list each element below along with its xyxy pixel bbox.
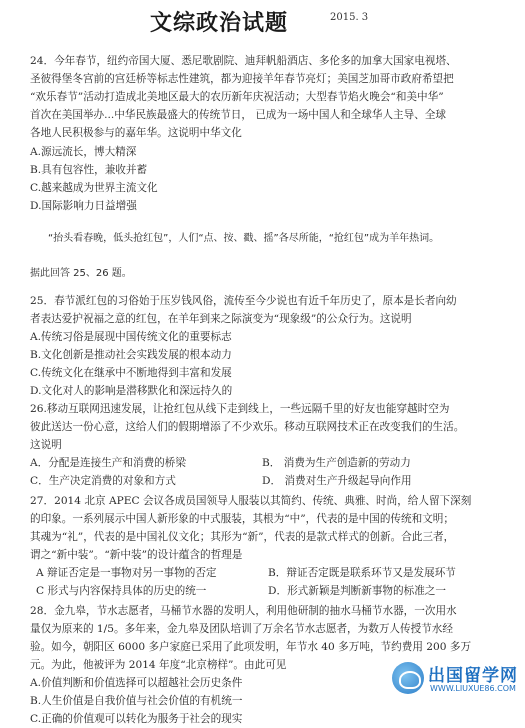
- q24-option-c: C.越来越成为世界主流文化: [30, 182, 158, 194]
- q26-option-d: D． 消费对生产升级起导向作用: [262, 475, 412, 487]
- q27-option-d: D．形式新颖是判断新事物的标准之一: [268, 585, 446, 597]
- q27-line: 的印象。一系列展示中国人新形象的中式服装，其根为“中”，代表的是中国的传统和文明；: [30, 513, 454, 525]
- intro-instruction: 据此回答 25、26 题。: [30, 268, 132, 279]
- q26-line: 彼此送达一份心意，这给人们的假期增添了不少欢乐。移动互联网技术正在改变我们的生活。: [30, 421, 465, 433]
- q26-line: 这说明: [30, 439, 62, 451]
- q28-option-a: A.价值判断和价值选择可以超越社会历史条件: [30, 677, 243, 689]
- q26-option-c: C．生产决定消费的对象和方式: [30, 475, 176, 487]
- q27-line: 27．2014 北京 APEC 会议各成员国领导人服装以其简约、传统、典雅、时尚，给人留下深刻: [30, 495, 472, 507]
- q25-option-a: A.传统习俗是展现中国传统文化的重要标志: [30, 331, 232, 343]
- q27-option-a: A 辩证否定是一事物对另一事物的否定: [36, 567, 217, 579]
- q28-option-b: B.人生价值是自我价值与社会价值的有机统一: [30, 695, 243, 707]
- exam-date: 2015. 3: [330, 12, 369, 23]
- globe-logo-icon: [392, 662, 424, 694]
- q27-option-c: C 形式与内容保持具体的历史的统一: [36, 585, 207, 597]
- q27-option-b: B．辩证否定既是联系环节又是发展环节: [268, 567, 456, 579]
- q26-option-b: B． 消费为生产创造新的劳动力: [262, 457, 411, 469]
- q28-line: 元。为此，他被评为 2014 年度“北京榜样”。由此可见: [30, 659, 287, 671]
- site-watermark: [392, 660, 520, 696]
- q24-line: “欢乐春节”活动打造成北美地区最大的农历新年庆祝活动；大型春节焰火晚会“和美中华”: [30, 91, 444, 103]
- q24-line: 24．今年春节，纽约帝国大厦、悉尼歌剧院、迪拜帆船酒店、多伦多的加拿大国家电视塔、: [30, 55, 457, 67]
- q24-line: 圣彼得堡冬宫前的宫廷桥等标志性建筑，都为迎接羊年春节亮灯；美国芝加哥市政府希望把: [30, 73, 454, 85]
- q24-line: 首次在美国举办...中华民族最盛大的传统节日， 已成为一场中国人和全球华人主导、全球: [30, 109, 447, 121]
- page-title: 文综政治试题: [150, 10, 289, 36]
- q26-option-a: A．分配是连接生产和消费的桥梁: [30, 457, 186, 469]
- watermark-url: WWW.LIUXUE86.COM: [430, 684, 516, 693]
- q25-option-d: D.文化对人的影响是潜移默化和深远持久的: [30, 385, 233, 397]
- q26-line: 26.移动互联网迅速发展，让抢红包从线下走到线上，一些远隔千里的好友也能穿越时空为: [30, 403, 450, 415]
- q28-line: 验。如今，朝阳区 6000 多户家庭已采用了此项发明，年节水 40 多万吨，节约费用 200 多万: [30, 641, 472, 653]
- q27-line: 其魂为“礼”，代表的是中国礼仪文化；其形为“新”，代表的是款式样式的创新。合此三者，: [30, 531, 455, 543]
- q25-line: 25．春节派红包的习俗始于压岁钱风俗，流传至今少说也有近千年历史了，原本是长者向幼: [30, 295, 457, 307]
- q24-line: 各地人民积极参与的嘉年华。这说明中华文化: [30, 127, 242, 139]
- q24-option-a: A.源远流长，博大精深: [30, 146, 137, 158]
- q24-option-d: D.国际影响力日益增强: [30, 200, 137, 212]
- intro-quote: “抬头看春晚，低头抢红包”，人们“点、按、戳、摇”各尽所能，“抢红包”成为羊年热词。: [48, 233, 440, 244]
- q28-option-c: C.正确的价值观可以转化为服务于社会的现实: [30, 713, 243, 725]
- q25-line: 者表达爱护祝福之意的红包，在羊年到来之际演变为“现象级”的公众行为。这说明: [30, 313, 412, 325]
- q28-line: 28．金九皋，节水志愿者，马桶节水器的发明人，利用他研制的抽水马桶节水器，一次用水: [30, 605, 457, 617]
- q24-option-b: B.具有包容性，兼收并蓄: [30, 164, 148, 176]
- watermark-name: 出国留学网: [428, 666, 518, 686]
- q25-option-c: C.传统文化在继承中不断地得到丰富和发展: [30, 367, 232, 379]
- q27-line: 谓之“新中装”。“新中装”的设计蕴含的哲理是: [30, 549, 243, 561]
- q28-line: 量仅为原来的 1/5。多年来，金九皋及团队培训了万余名节水志愿者，为数万人传授节水经: [30, 623, 453, 635]
- q25-option-b: B.文化创新是推动社会实践发展的根本动力: [30, 349, 232, 361]
